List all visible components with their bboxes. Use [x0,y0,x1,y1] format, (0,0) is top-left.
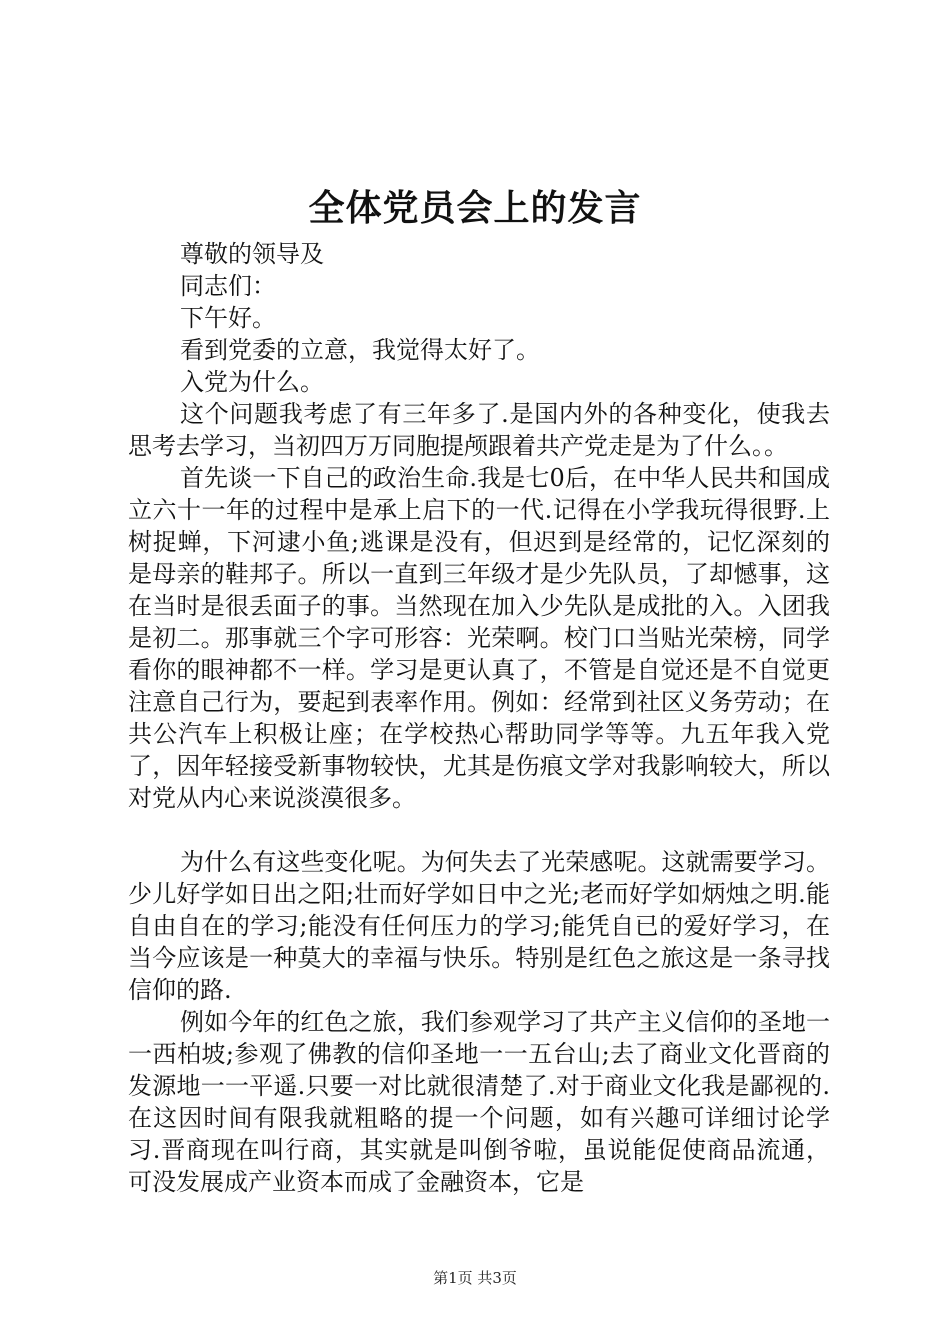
topic-question: 入党为什么。 [180,368,324,396]
document-body [128,238,830,1198]
body-paragraph: 这个问题我考虑了有三年多了.是国内外的各种变化，使我去思考去学习，当初四万万同胞提颅跟着共产党走是为了什么。。 [128,400,830,460]
body-paragraph: 首先谈一下自己的政治生命.我是七0后，在中华人民共和国成立六十一年的过程中是承上启下的一代.记得在小学我玩得很野.上树捉蝉，下河逮小鱼;逃课是没有，但迟到是经常的，记忆深刻的是母亲的鞋邦子。所以一直到三年级才是少先队员，了却憾事，这在当时是很丢面子的事。当然现在加入少先队是成批的入。入团我是初二。那事就三个字可形容：光荣啊。校门口当贴光荣榜，同学看你的眼神都不一样。学习是更认真了，不管是自觉还是不自觉更注意自己行为，要起到表率作用。例如：经常到社区义务劳动；在共公汽车上积极让座；在学校热心帮助同学等等。九五年我入党了，因年轻接受新事物较快，尤其是伤痕文学对我影响较大，所以对党从内心来说淡漠很多。 [128,464,830,812]
greeting-line: 尊敬的领导及 [180,240,324,268]
salutation-line: 同志们： [180,272,276,300]
body-paragraph: 例如今年的红色之旅，我们参观学习了共产主义信仰的圣地一一西柏坡;参观了佛教的信仰圣地一一五台山;去了商业文化晋商的发源地一一平遥.只要一对比就很清楚了.对于商业文化我是鄙视的.在这因时间有限我就粗略的提一个问题，如有兴趣可详细讨论学习.晋商现在叫行商，其实就是叫倒爷啦，虽说能促使商品流通，可没发展成产业资本而成了金融资本，它是 [128,1008,830,1196]
paragraph-spacer [128,814,830,846]
opening-remark: 看到党委的立意，我觉得太好了。 [180,336,540,364]
body-paragraph: 为什么有这些变化呢。为何失去了光荣感呢。这就需要学习。少儿好学如日出之阳;壮而好学如日中之光;老而好学如炳烛之明.能自由自在的学习;能没有任何压力的学习;能凭自已的爱好学习，在当今应该是一种莫大的幸福与快乐。特别是红色之旅这是一条寻找信仰的路. [128,848,830,1004]
page-footer: 第1页 共3页 [433,1269,517,1287]
document-title: 全体党员会上的发言 [308,188,642,229]
greeting-afternoon: 下午好。 [180,304,276,332]
